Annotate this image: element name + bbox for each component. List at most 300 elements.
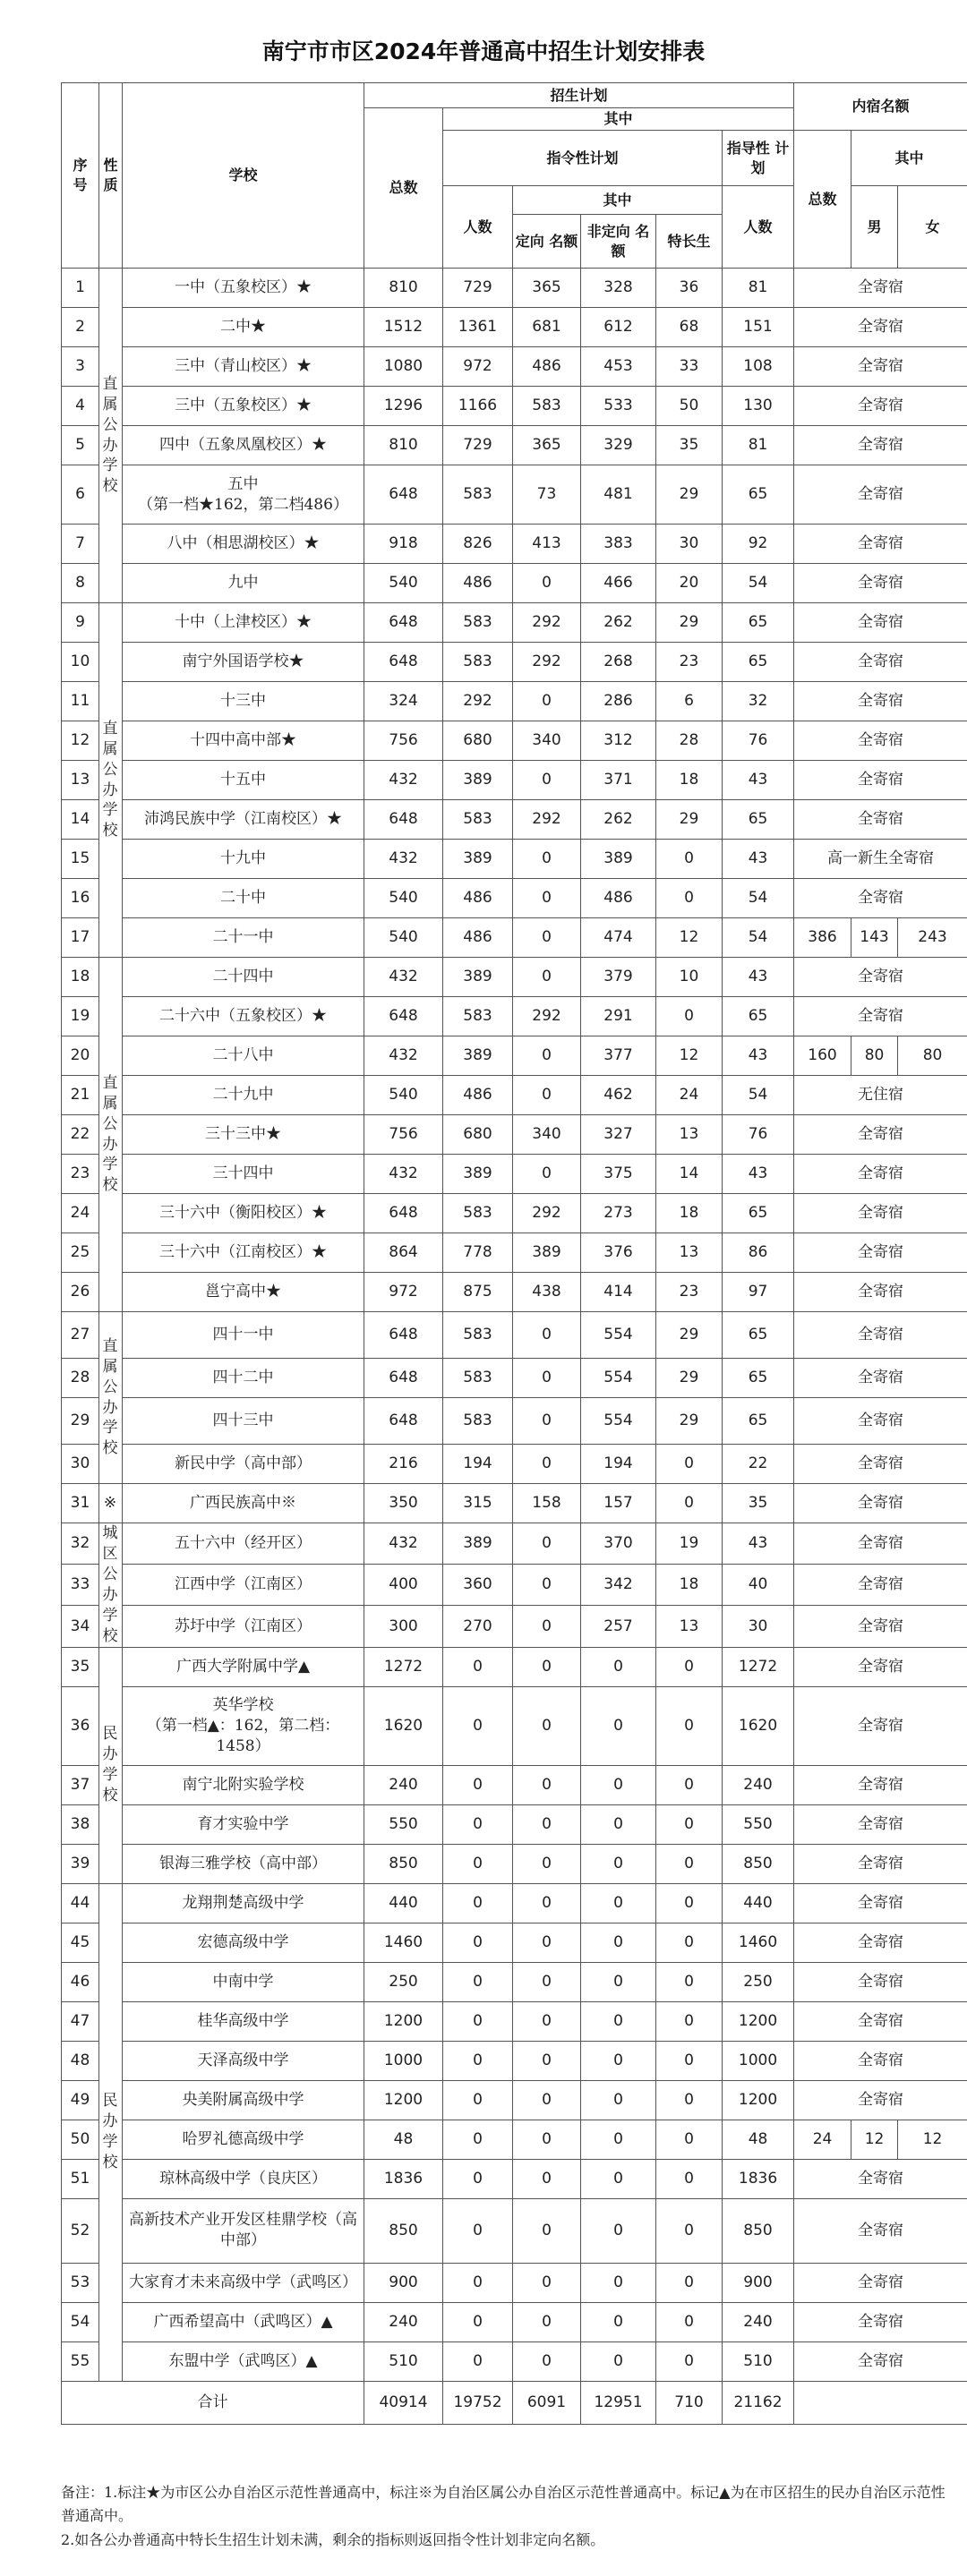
row-seq: 5 (62, 426, 99, 465)
row-total: 216 (364, 1445, 443, 1484)
row-total: 250 (364, 1962, 443, 2001)
row-guidance-people: 240 (723, 1765, 794, 1804)
row-dorm: 全寄宿 (794, 1233, 967, 1273)
row-seq: 48 (62, 2041, 99, 2080)
row-school: 九中 (123, 564, 364, 603)
row-total: 1296 (364, 387, 443, 426)
row-type: 民办学校 (99, 1883, 123, 2381)
row-guidance-people: 86 (723, 1233, 794, 1273)
row-directed: 292 (513, 800, 581, 840)
row-school: 二十中 (123, 879, 364, 918)
row-school: 邕宁高中★ (123, 1273, 364, 1312)
row-guidance-people: 30 (723, 1606, 794, 1647)
header-dorm-total: 总数 (794, 131, 851, 269)
row-directed: 0 (513, 1844, 581, 1883)
row-total: 400 (364, 1565, 443, 1606)
header-directive-of-which: 其中 (513, 186, 723, 215)
row-nondirected: 329 (581, 426, 656, 465)
row-dorm: 全寄宿 (794, 465, 967, 525)
row-directive-people: 389 (443, 958, 513, 997)
row-nondirected: 466 (581, 564, 656, 603)
row-total: 810 (364, 426, 443, 465)
table-row (62, 2159, 967, 2198)
row-dorm: 全寄宿 (794, 269, 967, 308)
row-total: 48 (364, 2120, 443, 2159)
table-row (62, 2120, 967, 2159)
table-row (62, 1565, 967, 1606)
row-special: 6 (656, 682, 723, 721)
row-nondirected: 453 (581, 347, 656, 387)
row-directed: 0 (513, 1606, 581, 1647)
row-seq: 53 (62, 2263, 99, 2302)
row-directive-people: 0 (443, 1844, 513, 1883)
row-dorm: 全寄宿 (794, 1194, 967, 1233)
row-directive-people: 486 (443, 564, 513, 603)
row-dorm-female: 80 (898, 1036, 967, 1076)
row-special: 13 (656, 1115, 723, 1155)
row-guidance-people: 1620 (723, 1686, 794, 1765)
row-guidance-people: 32 (723, 682, 794, 721)
row-total: 756 (364, 721, 443, 761)
header-nondirected: 非定向 名额 (581, 215, 656, 269)
row-guidance-people: 43 (723, 1523, 794, 1565)
row-guidance-people: 54 (723, 879, 794, 918)
row-guidance-people: 81 (723, 426, 794, 465)
row-school: 英华学校 （第一档▲：162，第二档： 1458） (123, 1686, 364, 1765)
row-directive-people: 583 (443, 1398, 513, 1445)
row-seq: 27 (62, 1312, 99, 1359)
row-nondirected: 0 (581, 1962, 656, 2001)
row-seq: 54 (62, 2302, 99, 2341)
enrollment-plan-table (61, 82, 967, 2425)
row-dorm: 全寄宿 (794, 525, 967, 564)
table-row (62, 387, 967, 426)
row-dorm: 高一新生全寄宿 (794, 840, 967, 879)
row-guidance-people: 550 (723, 1804, 794, 1844)
row-type: 民办学校 (99, 1647, 123, 1883)
table-row (62, 269, 967, 308)
row-special: 18 (656, 1565, 723, 1606)
table-row (62, 1606, 967, 1647)
row-seq: 55 (62, 2341, 99, 2381)
row-seq: 24 (62, 1194, 99, 1233)
row-guidance-people: 22 (723, 1445, 794, 1484)
row-directive-people: 583 (443, 465, 513, 525)
row-seq: 29 (62, 1398, 99, 1445)
table-row (62, 800, 967, 840)
row-nondirected: 291 (581, 997, 656, 1036)
row-seq: 26 (62, 1273, 99, 1312)
row-directive-people: 0 (443, 2302, 513, 2341)
row-directed: 0 (513, 2041, 581, 2080)
row-special: 18 (656, 761, 723, 800)
row-nondirected: 379 (581, 958, 656, 997)
row-nondirected: 342 (581, 1565, 656, 1606)
row-special: 0 (656, 1883, 723, 1923)
row-total: 1200 (364, 2080, 443, 2120)
row-nondirected: 257 (581, 1606, 656, 1647)
row-directive-people: 389 (443, 1155, 513, 1194)
row-nondirected: 0 (581, 2041, 656, 2080)
row-total: 350 (364, 1484, 443, 1523)
row-total: 648 (364, 603, 443, 643)
row-nondirected: 462 (581, 1076, 656, 1115)
header-female: 女 (898, 186, 967, 269)
row-seq: 7 (62, 525, 99, 564)
row-directive-people: 0 (443, 2001, 513, 2041)
row-special: 24 (656, 1076, 723, 1115)
row-guidance-people: 1200 (723, 2080, 794, 2120)
row-dorm: 全寄宿 (794, 347, 967, 387)
row-directive-people: 0 (443, 2198, 513, 2263)
row-dorm-male: 12 (851, 2120, 898, 2159)
row-directive-people: 729 (443, 426, 513, 465)
row-special: 12 (656, 918, 723, 958)
row-directive-people: 0 (443, 1804, 513, 1844)
row-seq: 38 (62, 1804, 99, 1844)
header-guidance: 指导性 计 划 (723, 131, 794, 186)
row-guidance-people: 54 (723, 1076, 794, 1115)
row-directive-people: 360 (443, 1565, 513, 1606)
row-dorm: 全寄宿 (794, 1883, 967, 1923)
row-directive-people: 583 (443, 603, 513, 643)
row-guidance-people: 1460 (723, 1923, 794, 1962)
row-guidance-people: 850 (723, 1844, 794, 1883)
row-school: 桂华高级中学 (123, 2001, 364, 2041)
row-school: 苏圩中学（江南区） (123, 1606, 364, 1647)
row-special: 0 (656, 2341, 723, 2381)
row-total: 432 (364, 840, 443, 879)
table-row (62, 2302, 967, 2341)
row-directive-people: 583 (443, 1312, 513, 1359)
row-total: 972 (364, 1273, 443, 1312)
row-school: 三十六中（衡阳校区）★ (123, 1194, 364, 1233)
row-dorm: 全寄宿 (794, 564, 967, 603)
row-dorm: 全寄宿 (794, 1647, 967, 1686)
row-special: 28 (656, 721, 723, 761)
row-nondirected: 0 (581, 1647, 656, 1686)
row-guidance-people: 65 (723, 603, 794, 643)
row-school: 广西民族高中※ (123, 1484, 364, 1523)
row-nondirected: 0 (581, 2159, 656, 2198)
table-row (62, 1036, 967, 1076)
table-row (62, 643, 967, 682)
totals-directed: 6091 (513, 2381, 581, 2424)
row-guidance-people: 76 (723, 1115, 794, 1155)
row-dorm-female: 243 (898, 918, 967, 958)
row-directed: 158 (513, 1484, 581, 1523)
row-special: 0 (656, 1962, 723, 2001)
row-school: 中南中学 (123, 1962, 364, 2001)
header-male: 男 (851, 186, 898, 269)
header-seq: 序 号 (62, 83, 99, 269)
row-nondirected: 312 (581, 721, 656, 761)
totals-guide: 21162 (723, 2381, 794, 2424)
row-special: 0 (656, 1844, 723, 1883)
row-directed: 0 (513, 1076, 581, 1115)
row-directed: 0 (513, 1155, 581, 1194)
table-row (62, 1923, 967, 1962)
row-dorm: 全寄宿 (794, 1312, 967, 1359)
row-nondirected: 268 (581, 643, 656, 682)
row-total: 648 (364, 1194, 443, 1233)
row-guidance-people: 1200 (723, 2001, 794, 2041)
row-seq: 46 (62, 1962, 99, 2001)
table-row (62, 2001, 967, 2041)
row-guidance-people: 65 (723, 643, 794, 682)
row-total: 648 (364, 465, 443, 525)
row-directed: 0 (513, 1765, 581, 1804)
row-special: 0 (656, 840, 723, 879)
row-seq: 50 (62, 2120, 99, 2159)
table-row (62, 347, 967, 387)
row-directive-people: 778 (443, 1233, 513, 1273)
row-directed: 0 (513, 958, 581, 997)
row-seq: 44 (62, 1883, 99, 1923)
row-directed: 0 (513, 1962, 581, 2001)
row-directed: 0 (513, 1523, 581, 1565)
row-nondirected: 0 (581, 1765, 656, 1804)
row-guidance-people: 48 (723, 2120, 794, 2159)
row-dorm: 全寄宿 (794, 682, 967, 721)
table-row (62, 682, 967, 721)
row-total: 440 (364, 1883, 443, 1923)
row-directive-people: 0 (443, 1647, 513, 1686)
row-school: 四十三中 (123, 1398, 364, 1445)
row-school: 天泽高级中学 (123, 2041, 364, 2080)
row-directive-people: 270 (443, 1606, 513, 1647)
row-seq: 6 (62, 465, 99, 525)
footnote-2: 2.如各公办普通高中特长生招生计划未满，剩余的指标则返回指令性计划非定向名额。 (61, 2530, 605, 2548)
row-seq: 4 (62, 387, 99, 426)
row-directed: 365 (513, 269, 581, 308)
row-dorm-total: 160 (794, 1036, 851, 1076)
row-nondirected: 0 (581, 2198, 656, 2263)
row-dorm: 全寄宿 (794, 1962, 967, 2001)
header-guidance-people: 人数 (723, 186, 794, 269)
row-nondirected: 286 (581, 682, 656, 721)
row-dorm-total: 386 (794, 918, 851, 958)
row-nondirected: 0 (581, 2302, 656, 2341)
row-school: 沛鸿民族中学（江南校区）★ (123, 800, 364, 840)
row-special: 29 (656, 800, 723, 840)
row-dorm-male: 143 (851, 918, 898, 958)
row-seq: 16 (62, 879, 99, 918)
row-special: 0 (656, 1686, 723, 1765)
row-nondirected: 377 (581, 1036, 656, 1076)
row-directive-people: 583 (443, 1194, 513, 1233)
row-special: 0 (656, 1484, 723, 1523)
row-guidance-people: 54 (723, 564, 794, 603)
table-row (62, 1194, 967, 1233)
row-nondirected: 474 (581, 918, 656, 958)
row-nondirected: 328 (581, 269, 656, 308)
row-dorm: 全寄宿 (794, 1445, 967, 1484)
row-directed: 0 (513, 2159, 581, 2198)
row-nondirected: 612 (581, 308, 656, 347)
row-seq: 34 (62, 1606, 99, 1647)
totals-row (62, 2381, 967, 2424)
row-dorm: 全寄宿 (794, 1565, 967, 1606)
row-school: 新民中学（高中部） (123, 1445, 364, 1484)
row-dorm: 全寄宿 (794, 879, 967, 918)
row-seq: 17 (62, 918, 99, 958)
row-total: 240 (364, 2302, 443, 2341)
row-directed: 0 (513, 1398, 581, 1445)
row-guidance-people: 510 (723, 2341, 794, 2381)
row-directive-people: 0 (443, 2041, 513, 2080)
row-school: 银海三雅学校（高中部） (123, 1844, 364, 1883)
row-dorm-male: 80 (851, 1036, 898, 1076)
row-special: 29 (656, 465, 723, 525)
row-seq: 18 (62, 958, 99, 997)
row-directed: 0 (513, 1883, 581, 1923)
row-dorm: 全寄宿 (794, 2302, 967, 2341)
row-seq: 51 (62, 2159, 99, 2198)
header-school: 学校 (123, 83, 364, 269)
header-dorm-of-which: 其中 (851, 131, 967, 186)
row-guidance-people: 40 (723, 1565, 794, 1606)
row-dorm: 全寄宿 (794, 1359, 967, 1398)
table-row (62, 603, 967, 643)
row-directed: 292 (513, 643, 581, 682)
table-row (62, 958, 967, 997)
row-guidance-people: 65 (723, 1359, 794, 1398)
row-special: 18 (656, 1194, 723, 1233)
row-seq: 19 (62, 997, 99, 1036)
row-special: 23 (656, 1273, 723, 1312)
footnotes (61, 2481, 956, 2552)
row-directed: 0 (513, 2120, 581, 2159)
row-dorm: 全寄宿 (794, 2159, 967, 2198)
row-type: 直属公办学校 (99, 603, 123, 958)
row-school: 五十六中（经开区） (123, 1523, 364, 1565)
row-directed: 73 (513, 465, 581, 525)
row-school: 琼林高级中学（良庆区） (123, 2159, 364, 2198)
row-guidance-people: 43 (723, 1155, 794, 1194)
row-school: 育才实验中学 (123, 1804, 364, 1844)
row-guidance-people: 151 (723, 308, 794, 347)
table-row (62, 1445, 967, 1484)
row-total: 1512 (364, 308, 443, 347)
totals-dorm (794, 2381, 967, 2424)
row-school: 十九中 (123, 840, 364, 879)
row-dorm: 全寄宿 (794, 643, 967, 682)
row-dorm: 全寄宿 (794, 387, 967, 426)
row-guidance-people: 65 (723, 997, 794, 1036)
row-seq: 33 (62, 1565, 99, 1606)
row-dorm: 全寄宿 (794, 721, 967, 761)
row-guidance-people: 81 (723, 269, 794, 308)
table-row (62, 1076, 967, 1115)
row-seq: 47 (62, 2001, 99, 2041)
row-nondirected: 414 (581, 1273, 656, 1312)
table-row (62, 2041, 967, 2080)
row-dorm: 全寄宿 (794, 800, 967, 840)
row-school: 央美附属高级中学 (123, 2080, 364, 2120)
row-total: 850 (364, 1844, 443, 1883)
row-dorm: 全寄宿 (794, 1273, 967, 1312)
row-guidance-people: 43 (723, 761, 794, 800)
table-row (62, 525, 967, 564)
table-row (62, 1523, 967, 1565)
row-directed: 0 (513, 2198, 581, 2263)
row-dorm: 全寄宿 (794, 1923, 967, 1962)
row-directed: 0 (513, 1312, 581, 1359)
row-seq: 39 (62, 1844, 99, 1883)
row-special: 13 (656, 1606, 723, 1647)
row-directive-people: 1361 (443, 308, 513, 347)
row-guidance-people: 850 (723, 2198, 794, 2263)
row-total: 1272 (364, 1647, 443, 1686)
row-total: 648 (364, 997, 443, 1036)
row-school: 哈罗礼德高级中学 (123, 2120, 364, 2159)
row-nondirected: 157 (581, 1484, 656, 1523)
row-directive-people: 583 (443, 800, 513, 840)
row-special: 29 (656, 603, 723, 643)
table-row (62, 1883, 967, 1923)
row-directive-people: 0 (443, 2341, 513, 2381)
row-nondirected: 262 (581, 603, 656, 643)
table-row (62, 308, 967, 347)
row-directive-people: 0 (443, 1686, 513, 1765)
row-type: 直属公办学校 (99, 958, 123, 1312)
row-special: 0 (656, 2120, 723, 2159)
table-row (62, 2341, 967, 2381)
row-directive-people: 0 (443, 2120, 513, 2159)
row-directive-people: 389 (443, 1523, 513, 1565)
row-special: 36 (656, 269, 723, 308)
row-nondirected: 0 (581, 2120, 656, 2159)
row-dorm: 全寄宿 (794, 1398, 967, 1445)
row-school: 二十四中 (123, 958, 364, 997)
row-nondirected: 262 (581, 800, 656, 840)
header-of-which: 其中 (443, 108, 794, 131)
header-special: 特长生 (656, 215, 723, 269)
row-guidance-people: 54 (723, 918, 794, 958)
row-dorm: 全寄宿 (794, 1484, 967, 1523)
table-row (62, 1686, 967, 1765)
row-dorm: 全寄宿 (794, 2001, 967, 2041)
row-special: 0 (656, 1647, 723, 1686)
row-dorm: 全寄宿 (794, 603, 967, 643)
totals-people: 19752 (443, 2381, 513, 2424)
table-body (62, 269, 967, 2425)
row-nondirected: 0 (581, 1844, 656, 1883)
row-directive-people: 0 (443, 1923, 513, 1962)
row-directive-people: 875 (443, 1273, 513, 1312)
row-school: 三十三中★ (123, 1115, 364, 1155)
row-total: 1620 (364, 1686, 443, 1765)
row-seq: 10 (62, 643, 99, 682)
totals-total: 40914 (364, 2381, 443, 2424)
table-row (62, 1233, 967, 1273)
row-total: 648 (364, 800, 443, 840)
row-directed: 0 (513, 1445, 581, 1484)
row-seq: 45 (62, 1923, 99, 1962)
row-directed: 292 (513, 1194, 581, 1233)
row-school: 四中（五象凤凰校区）★ (123, 426, 364, 465)
row-seq: 49 (62, 2080, 99, 2120)
table-row (62, 840, 967, 879)
row-total: 432 (364, 1523, 443, 1565)
row-directed: 340 (513, 1115, 581, 1155)
row-directed: 0 (513, 2001, 581, 2041)
row-directed: 292 (513, 997, 581, 1036)
row-guidance-people: 900 (723, 2263, 794, 2302)
row-school: 一中（五象校区）★ (123, 269, 364, 308)
row-guidance-people: 76 (723, 721, 794, 761)
